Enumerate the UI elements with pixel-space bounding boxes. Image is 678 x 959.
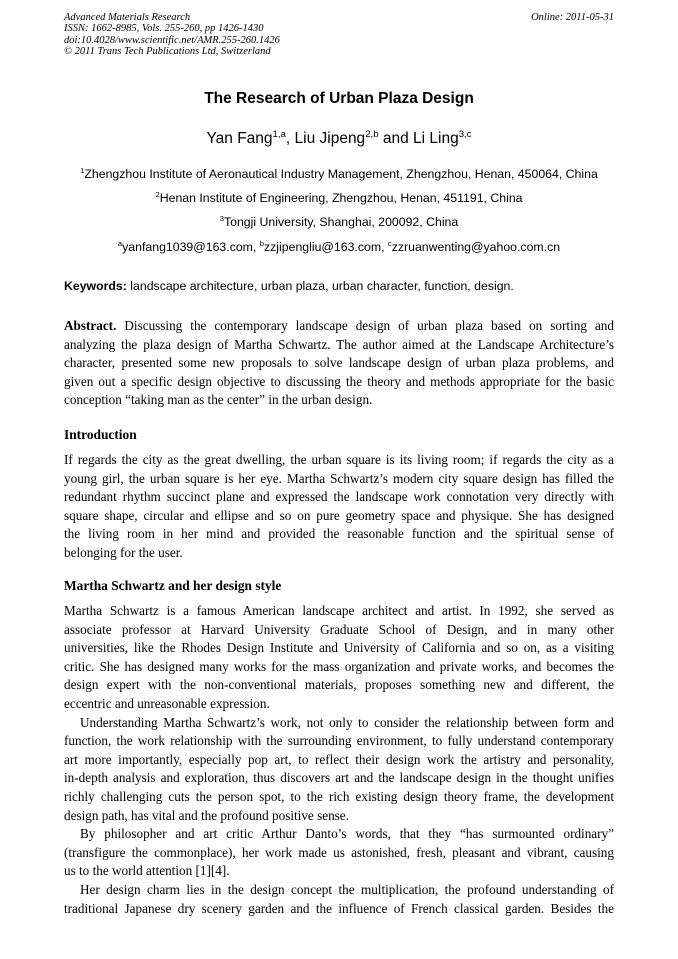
author-name: Liu Jipeng xyxy=(294,130,366,147)
author-sup: 3,c xyxy=(458,128,472,140)
affiliation xyxy=(0,215,678,229)
section-introduction xyxy=(64,426,614,563)
affiliation-sup: 3 xyxy=(219,213,224,223)
paragraph-line: Martha Schwartz is a famous American landscape architect and artist. In 1992, she served as xyxy=(64,603,614,618)
section-heading: Introduction xyxy=(64,427,137,442)
email: yanfang1039@163.com, xyxy=(122,240,260,254)
email-sup: a xyxy=(117,238,123,248)
doi-line: doi:10.4028/www.scientific.net/AMR.255-260.1426 xyxy=(64,34,280,46)
paragraph-line: in-depth analysis and exploration, thus discovers art and the landscape design in the thought unifies xyxy=(64,770,614,786)
abstract-line: analyzing the plaza design of Martha Schwartz. The author aimed at the Landscape Architecture’s xyxy=(64,336,614,352)
author-name: Li Ling xyxy=(413,130,459,147)
paragraph-line: eccentric and unreasonable expression. xyxy=(64,695,270,711)
paragraph-line: Her design charm lies in the design concept the multiplication, the profound understanding of xyxy=(80,881,614,897)
author-sep: , xyxy=(285,130,295,147)
affiliation-sup: 2 xyxy=(155,189,160,199)
abstract-line: given out a specific design objective to discussing the theory and methods appropriate for the basic xyxy=(64,373,614,389)
paragraph-line: function, the work relationship with the surrounding environment, to fully understand contemporary xyxy=(64,733,614,749)
paragraph-line: the living room in her mind and provided the reasonable function and the spiritual sense of xyxy=(64,526,614,542)
keywords xyxy=(64,279,514,293)
paragraph-line: critic. She has designed many works for the mass organization and private works, and becomes the xyxy=(64,658,614,674)
paragraph-line: traditional Japanese dry scenery garden and the influence of French classical garden. Besides the xyxy=(64,900,614,916)
affiliation xyxy=(0,191,678,205)
affiliation-sup: 1 xyxy=(80,165,85,175)
abstract-line: character, presented some new proposals to solve landscape design of urban plaza problems, and xyxy=(64,355,614,371)
paragraph-line: redundant rhythm succinct plane and expressed the landscape work connotation very directly with xyxy=(64,489,614,505)
paragraph-line: young girl, the urban square is her eye. Martha Schwartz’s modern city square design has filled the xyxy=(64,470,614,486)
paragraph-line: Understanding Martha Schwartz’s work, not only to consider the relationship between form and xyxy=(80,714,614,730)
author-sup: 2,b xyxy=(365,128,379,140)
author-name: Yan Fang xyxy=(206,130,273,147)
email-sup: c xyxy=(387,238,392,248)
paragraph-line: design path, has vital and the profound positive sense. xyxy=(64,807,349,823)
paragraph-line: design expert with the non-conventional materials, proposes something new and different, the xyxy=(64,677,614,693)
copyright-line: © 2011 Trans Tech Publications Ltd, Switzerland xyxy=(64,45,271,57)
affiliation-text: Tongji University, Shanghai, 200092, China xyxy=(223,215,459,229)
journal-header xyxy=(64,12,280,57)
paragraph-line: universities, like the Rhodes Design Institute and University of California and so on, as a visiting xyxy=(64,640,614,656)
email: zzjipengliu@163.com, xyxy=(264,240,388,254)
issn-line: ISSN: 1662-8985, Vols. 255-260, pp 1426-1430 xyxy=(64,23,264,35)
paragraph-line: belonging for the user. xyxy=(64,544,183,560)
keywords-text: landscape architecture, urban plaza, urban character, function, design. xyxy=(126,279,514,293)
email-list xyxy=(0,240,678,254)
abstract-line-text: Discussing the contemporary landscape design of urban plaza based on sorting and xyxy=(116,318,614,333)
paragraph-line: (transfigure the commonplace), her work made us astonished, fresh, pleasant and vibrant, causing xyxy=(64,844,614,860)
paragraph-line: By philosopher and art critic Arthur Danto’s words, that they “has surmounted ordinary” xyxy=(80,826,614,842)
author-sup: 1,a xyxy=(272,128,286,140)
paragraph-line: art more importantly, especially pop art, to reflect their design work the artistry and personality, xyxy=(64,751,614,767)
abstract-label: Abstract. xyxy=(64,318,117,333)
affiliation xyxy=(0,167,678,181)
author-sep: and xyxy=(378,130,414,147)
paragraph-line: associate professor at Harvard University Graduate School of Design, and in many other xyxy=(64,621,614,637)
keywords-label: Keywords: xyxy=(64,279,127,293)
email-sup: b xyxy=(259,238,264,248)
paragraph-line: us to the world attention [1][4]. xyxy=(64,863,230,879)
section-martha-schwartz xyxy=(64,577,614,918)
online-date: Online: 2011-05-31 xyxy=(531,12,614,23)
affiliation-text: Zhengzhou Institute of Aeronautical Industry Management, Zhengzhou, Henan, 450064, China xyxy=(84,167,598,181)
affiliation-text: Henan Institute of Engineering, Zhengzhou, Henan, 451191, China xyxy=(159,191,523,205)
paragraph-line: square shape, circular and ellipse and so on pure geometry space and physique. She has designed xyxy=(64,507,614,523)
paragraph-line: If regards the city as the great dwelling, the urban square is its living room; if regards the city as a xyxy=(64,452,614,467)
journal-name: Advanced Materials Research xyxy=(64,12,191,23)
abstract-line xyxy=(64,317,614,336)
paragraph-line: richly challenging cuts the person spot, to the rich existing design theory frame, the development xyxy=(64,788,614,804)
author-list xyxy=(0,130,678,148)
abstract-line: conception “taking man as the center” in the urban design. xyxy=(64,392,373,408)
email: zzruanwenting@yahoo.com.cn xyxy=(391,240,561,254)
paper-title: The Research of Urban Plaza Design xyxy=(204,90,474,107)
abstract xyxy=(64,317,614,410)
section-heading: Martha Schwartz and her design style xyxy=(64,578,282,593)
